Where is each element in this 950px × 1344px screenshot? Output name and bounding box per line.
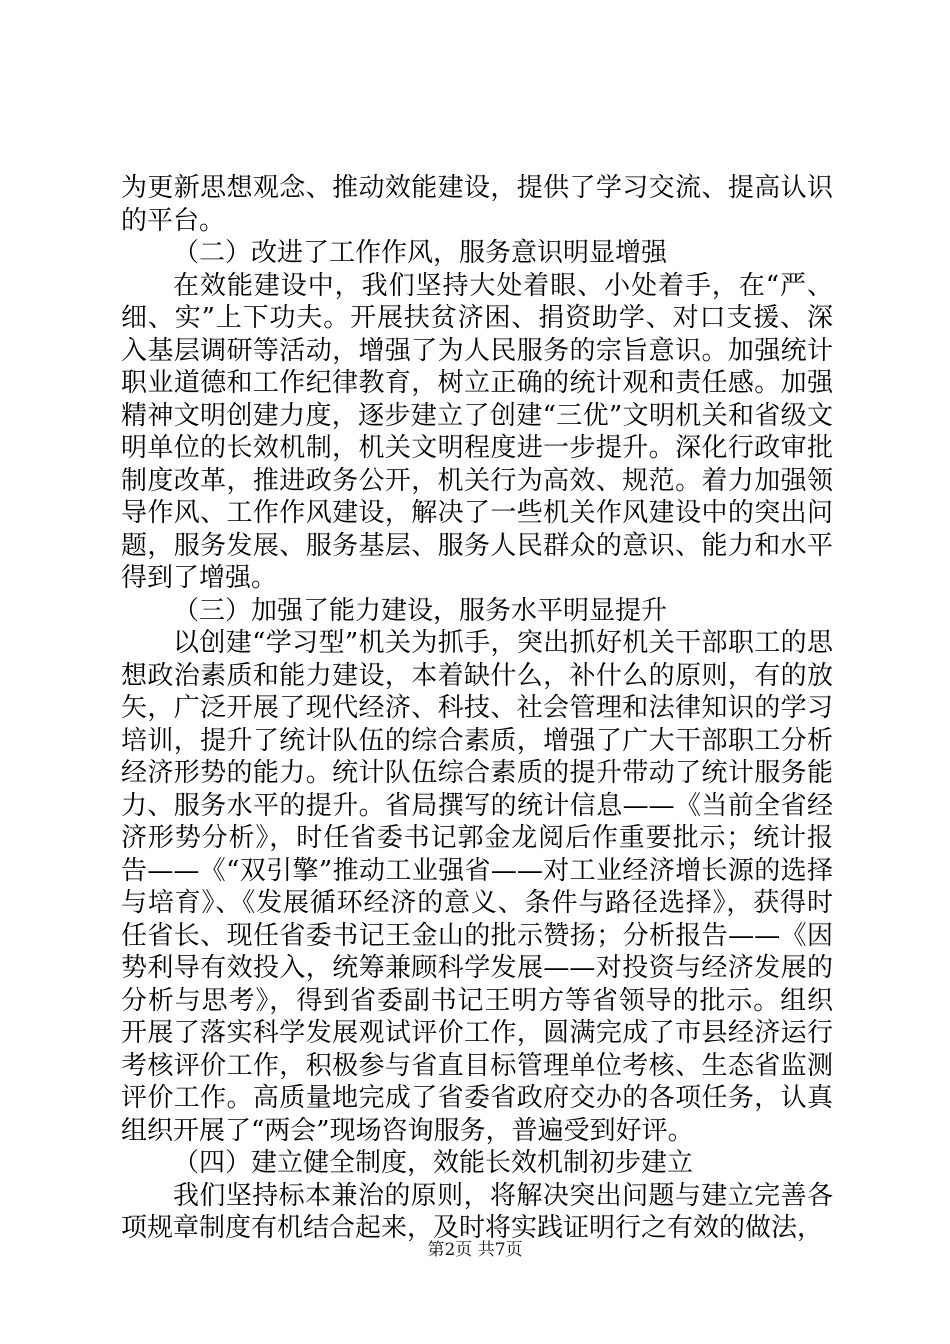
paragraph-institutions: 我们坚持标本兼治的原则，将解决突出问题与建立完善各项规章制度有机结合起来，及时将实践证明行之有效的做法， xyxy=(121,1180,833,1243)
paragraph-continuation: 为更新思想观念、推动效能建设，提供了学习交流、提高认识的平台。 xyxy=(121,173,833,236)
paragraph-work-style: 在效能建设中，我们坚持大处着眼、小处着手，在“严、细、实”上下功夫。开展扶贫济困、捐资助学、对口支援、深入基层调研等活动，增强了为人民服务的宗旨意识。加强统计职业道德和工作纪律教育，树立正确的统计观和责任感。加强精神文明创建力度，逐步建立了创建“三优”文明机关和省级文明单位的长效机制，机关文明程度进一步提升。深化行政审批制度改革，推进政务公开，机关行为高效、规范。着力加强领导作风、工作作风建设，解决了一些机关作风建设中的突出问题，服务发展、服务基层、服务人民群众的意识、能力和水平得到了增强。 xyxy=(121,270,833,593)
section-heading-4: （四）建立健全制度，效能长效机制初步建立 xyxy=(173,1148,694,1178)
page-footer: 第2页 共7页 xyxy=(427,1240,523,1260)
section-heading-3: （三）加强了能力建设，服务水平明显提升 xyxy=(173,595,668,626)
document-body xyxy=(121,172,833,1245)
section-heading-2: （二）改进了工作作风，服务意识明显增强 xyxy=(173,238,668,268)
paragraph-capability: 以创建“学习型”机关为抓手，突出抓好机关干部职工的思想政治素质和能力建设，本着缺什么，补什么的原则，有的放矢，广泛开展了现代经济、科技、社会管理和法律知识的学习培训，提升了统计队伍的综合素质，增强了广大干部职工分析经济形势的能力。统计队伍综合素质的提升带动了统计服务能力、服务水平的提升。省局撰写的统计信息——《当前全省经济形势分析》，时任省委书记郭金龙阅后作重要批示；统计报告——《“双引擎”推动工业强省——对工业经济增长源的选择与培育》、《发展循环经济的意义、条件与路径选择》，获得时任省长、现任省委书记王金山的批示赞扬；分析报告——《因势利导有效投入，统筹兼顾科学发展——对投资与经济发展的分析与思考》，得到省委副书记王明方等省领导的批示。组织开展了落实科学发展观试评价工作，圆满完成了市县经济运行考核评价工作，积极参与省直目标管理单位考核、生态省监测评价工作。高质量地完成了省委省政府交办的各项任务，认真组织开展了“两会”现场咨询服务，普遍受到好评。 xyxy=(121,628,833,1146)
